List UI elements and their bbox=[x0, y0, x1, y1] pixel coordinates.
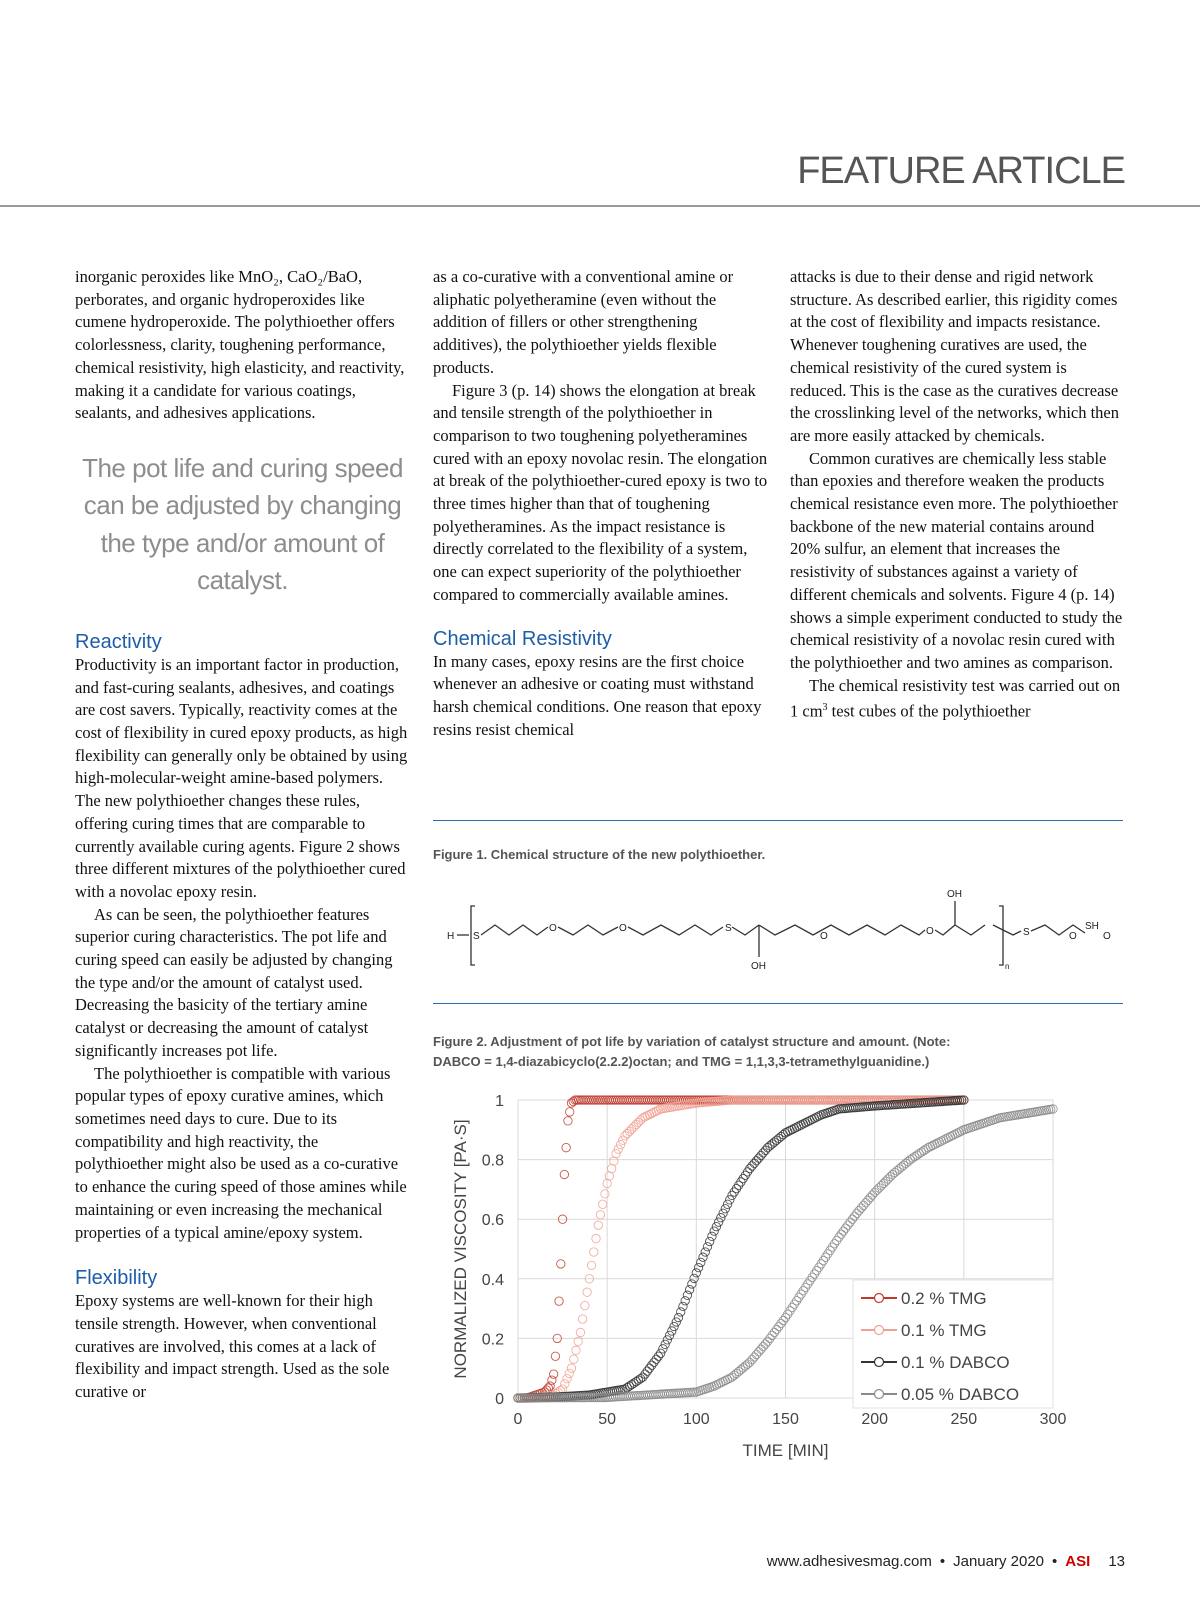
pull-quote: The pot life and curing speed can be adjusted by changing the type and/or amount of catalyst. bbox=[82, 452, 403, 596]
paragraph: inorganic peroxides like MnO₂, CaO₂/BaO, perborates, and organic hydroperoxides like cumene hydroperoxide. The polythioether offers colorlessness, clarity, toughening performance, chemical resistivity, high elasticity, and reactivity, making it a candidate for various coatings, sealants, and adhesives applications. bbox=[75, 267, 405, 423]
legend-marker bbox=[875, 1326, 884, 1335]
page-number: 13 bbox=[1108, 1553, 1125, 1570]
y-tick-label: 0 bbox=[495, 1391, 504, 1408]
atom-label: O bbox=[820, 931, 828, 942]
y-tick-label: 0.6 bbox=[481, 1212, 504, 1230]
figure1-caption: Figure 1. Chemical structure of the new polythioether. bbox=[433, 847, 766, 862]
figure2-chart bbox=[433, 1080, 1093, 1500]
legend-label: 0.2 % TMG bbox=[901, 1289, 987, 1308]
figure-area bbox=[433, 820, 1123, 1500]
heading-flexibility: Flexibility bbox=[75, 1267, 158, 1290]
x-tick-label: 150 bbox=[772, 1411, 799, 1428]
legend-label: 0.1 % TMG bbox=[901, 1321, 987, 1340]
x-axis-label: TIME [MIN] bbox=[742, 1441, 829, 1460]
x-tick-label: 0 bbox=[513, 1411, 523, 1428]
legend-marker bbox=[875, 1294, 884, 1303]
atom-label: O bbox=[549, 923, 557, 934]
y-tick-label: 0.4 bbox=[481, 1271, 504, 1289]
y-axis-label: NORMALIZED VISCOSITY [PA·S] bbox=[451, 1119, 470, 1379]
atom-label: OH bbox=[751, 961, 766, 972]
heading-reactivity: Reactivity bbox=[75, 630, 162, 653]
legend-marker bbox=[875, 1390, 884, 1399]
y-tick-label: 1 bbox=[495, 1093, 504, 1110]
section-label: FEATURE ARTICLE bbox=[797, 150, 1125, 192]
y-tick-label: 0.8 bbox=[481, 1152, 504, 1170]
x-tick-label: 100 bbox=[682, 1411, 710, 1428]
atom-label: OH bbox=[947, 889, 962, 900]
paragraph: The polythioether is compatible with various popular types of epoxy curative amines, which sometimes need days to cure. Due to its compatibility and high reactivity, the polythioether might also be used as a co-curative to enhance the curing speed of those amines while maintaining or even increasing the mechanical properties of a typical amine/epoxy system. bbox=[75, 1063, 407, 1242]
column-1 bbox=[75, 266, 410, 1404]
atom-label: S bbox=[473, 931, 480, 942]
paragraph: The chemical resistivity test was carried out on 1 $cm^3$ test cubes of the polythioether bbox=[790, 675, 1121, 721]
paragraph: In many cases, epoxy resins are the first choice whenever an adhesive or coating must withstand harsh chemical conditions. One reason that epoxy resins resist chemical bbox=[433, 651, 762, 739]
atom-label: O bbox=[926, 926, 934, 937]
y-tick-label: 0.2 bbox=[481, 1331, 504, 1349]
paragraph: Epoxy systems are well-known for their high tensile strength. However, when conventional curatives are involved, this comes at a lack of flexibility and impact strength. Used as the sole curative or bbox=[75, 1291, 390, 1402]
paragraph: attacks is due to their dense and rigid network structure. As described earlier, this rigidity comes at the cost of flexibility and impacts resistance. Whenever toughening curatives are used, the chemical resistivity of the cured system is reduced. This is the case as the curatives decrease the crosslinking level of the networks, which then are more easily attacked by chemicals. bbox=[790, 267, 1120, 445]
x-tick-label: 300 bbox=[1039, 1411, 1067, 1428]
footer-date: January 2020 bbox=[953, 1553, 1045, 1570]
paragraph: Productivity is an important factor in production, and fast-curing sealants, adhesives, and coatings are cost savers. Typically, reactivity comes at the cost of flexibility in cured epoxy products, as high flexibility can generally only be obtained by using high-molecular-weight amine-based polymers. The new polythioether changes these rules, offering curing times that are comparable to currently available curing agents. Figure 2 shows three different mixtures of the polythioether cured with a novolac epoxy resin. bbox=[75, 654, 408, 901]
x-tick-label: 50 bbox=[598, 1411, 617, 1428]
column-2 bbox=[433, 266, 768, 741]
legend-marker bbox=[875, 1358, 884, 1367]
heading-chemical-resistivity: Chemical Resistivity bbox=[433, 627, 612, 650]
atom-label: H bbox=[447, 931, 455, 942]
page-footer bbox=[767, 1553, 1125, 1570]
atom-label: O bbox=[1069, 931, 1077, 942]
footer-url[interactable]: www.adhesivesmag.com bbox=[766, 1553, 932, 1570]
figure1-structure bbox=[433, 877, 1123, 987]
atom-label: O bbox=[619, 923, 627, 934]
x-tick-label: 250 bbox=[950, 1411, 978, 1428]
atom-label: S bbox=[725, 923, 732, 934]
atom-label: n bbox=[1005, 962, 1010, 971]
footer-bullet: • bbox=[1052, 1553, 1058, 1570]
paragraph: as a co-curative with a conventional amine or aliphatic polyetheramine (even without the addition of fillers or other strengthening additives), the polythioether yields flexible products. bbox=[433, 267, 734, 377]
footer-brand: ASI bbox=[1065, 1553, 1091, 1570]
atom-label: O bbox=[1103, 931, 1111, 942]
paragraph: Common curatives are chemically less stable than epoxies and therefore weaken the products chemical resistance even more. The polythioether backbone of the new material contains around 20% sulfur, an element that increases the resistivity of substances against a variety of different chemicals and solvents. Figure 4 (p. 14) shows a simple experiment conducted to study the chemical resistivity of a novolac resin cured with the polythioether and two amines as comparison. bbox=[790, 448, 1123, 672]
figure-rule bbox=[433, 1003, 1123, 1004]
figure2-caption: Figure 2. Adjustment of pot life by variation of catalyst structure and amount. (Note: DABCO = 1,4-diazabicyclo(2.2.2)octan; and TMG = 1,1,3,3-tetramethylguanidine.) bbox=[433, 1034, 951, 1069]
legend-label: 0.05 % DABCO bbox=[901, 1385, 1020, 1404]
legend-label: 0.1 % DABCO bbox=[901, 1353, 1010, 1372]
paragraph: Figure 3 (p. 14) shows the elongation at break and tensile strength of the polythioether in comparison to two toughening polyetheramines cured with an epoxy novolac resin. The elongation at break of the polythioether-cured epoxy is two to three times higher than that of toughening polyetheramines. As the impact resistance is directly correlated to the flexibility of a system, one can expect superiority of the polythioether compared to commercially available amines. bbox=[433, 380, 768, 604]
x-tick-label: 200 bbox=[861, 1411, 889, 1428]
column-3 bbox=[790, 266, 1125, 724]
atom-label: S bbox=[1023, 927, 1030, 938]
footer-bullet: • bbox=[939, 1553, 946, 1570]
atom-label: SH bbox=[1085, 921, 1099, 932]
header-rule bbox=[0, 205, 1200, 207]
paragraph: As can be seen, the polythioether features superior curing characteristics. The pot life and curing speed can easily be adjusted by changing the type and/or the amount of catalyst used. Decreasing the basicity of the tertiary amine catalyst or decreasing the amount of catalyst significantly increases pot life. bbox=[75, 904, 393, 1060]
figure-rule bbox=[433, 820, 1123, 821]
